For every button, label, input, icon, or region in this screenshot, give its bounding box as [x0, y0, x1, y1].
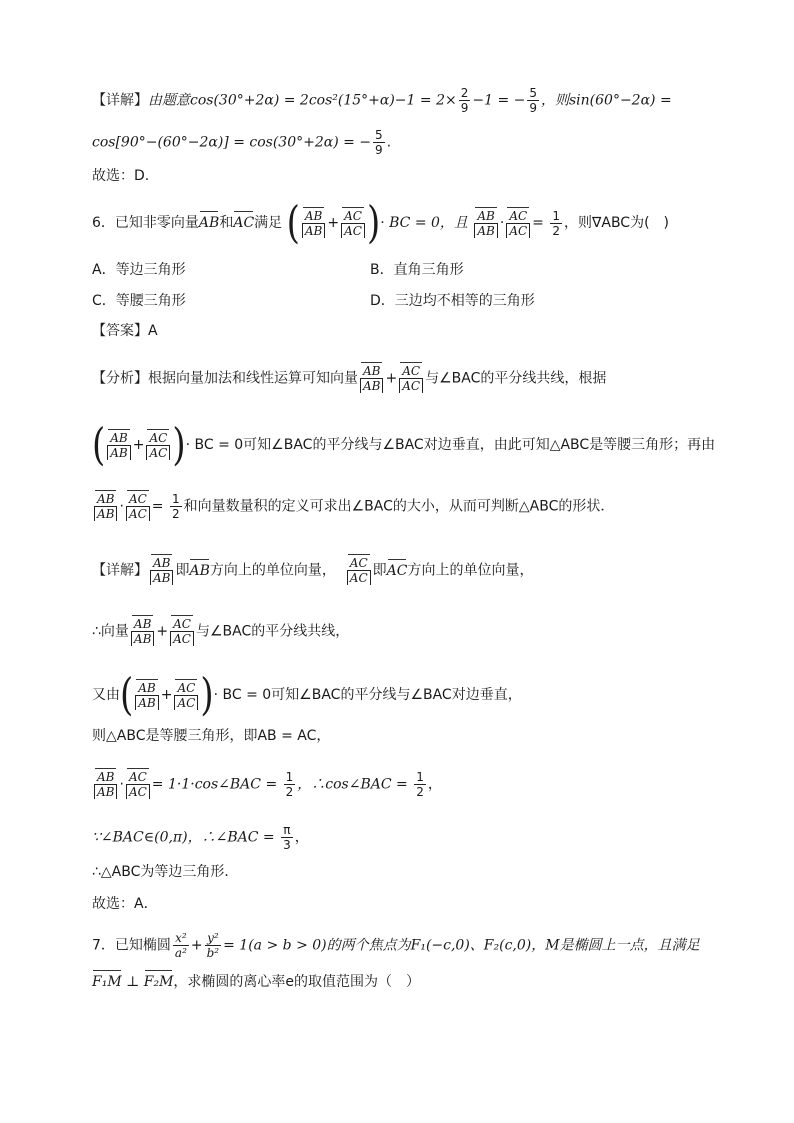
solution-line-1: 【详解】由题意cos(30°+2α) = 2cos²(15°+α)−1 = 2× $\frac{2}{9}$ −1 = − $\frac{5}{9}$ ，则sin(60°−2α) =	[92, 86, 672, 115]
option-b: B．直角三角形	[370, 262, 464, 278]
detail-line-8: 故选：A．	[92, 896, 158, 912]
question-6: 6．已知非零向量AB和AC满足 ( $\frac{AB}{AB}$ + $\frac{AC}{AC}$ )· BC = 0，且 $\frac{AB}{AB}$ · $\frac{AC}{AC}$ = $\frac{1}{2}$ ，则∇ABC为( )	[92, 197, 669, 249]
fraction: $\frac{5}{9}$	[529, 86, 537, 115]
fraction: $\frac{5}{9}$	[375, 128, 383, 157]
detail-line-1: 【详解】 $\frac{AB}{AB}$ 即AB方向上的单位向量， $\frac{AC}{AC}$ 即AC方向上的单位向量，	[92, 556, 534, 585]
analysis-line-2: ( $\frac{AB}{AB}$ + $\frac{AC}{AC}$ )· BC = 0可知∠BAC的平分线与∠BAC对边垂直，由此可知△ABC是等腰三角形；再由	[92, 419, 716, 471]
option-c: C．等腰三角形	[92, 293, 186, 309]
fraction: $\frac{2}{9}$	[460, 86, 469, 115]
detail-line-7: ∴△ABC为等边三角形．	[92, 864, 239, 880]
detail-line-3: 又由( $\frac{AB}{AB}$ + $\frac{AC}{AC}$ )· BC = 0可知∠BAC的平分线与∠BAC对边垂直，	[92, 669, 522, 721]
question-7: 7．已知椭圆 $\frac{\text{x²}}{\text{a²}}$ + $\frac{\text{y²}}{\text{b²}}$ = 1(a > b > 0)的两个焦点为F₁(−c,0)、F₂(c,0)，M是椭圆上一点，且满足	[92, 931, 700, 960]
detail-line-2: ∴向量 $\frac{AB}{AB}$ + $\frac{AC}{AC}$ 与∠BAC的平分线共线，	[92, 617, 350, 646]
detail-line-5: $\frac{AB}{AB}$ · $\frac{AC}{AC}$ = 1·1·cos∠BAC = $\frac{1}{2}$ ，∴cos∠BAC = $\frac{1}{2}$ ，	[92, 770, 442, 799]
choice-line: 故选：D.	[92, 168, 150, 184]
option-d: D．三边均不相等的三角形	[370, 293, 535, 309]
detail-line-4: 则△ABC是等腰三角形，即AB = AC，	[92, 728, 331, 744]
solution-line-2: cos[90°−(60°−2α)] = cos(30°+2α) = − $\frac{5}{9}$ .	[92, 128, 392, 157]
analysis-line-1: 【分析】根据向量加法和线性运算可知向量 $\frac{AB}{AB}$ + $\frac{AC}{AC}$ 与∠BAC的平分线共线，根据	[92, 364, 607, 393]
analysis-line-3: $\frac{AB}{AB}$ · $\frac{AC}{AC}$ = $\frac{1}{2}$ 和向量数量积的定义可求出∠BAC的大小，从而可判断△ABC的形状．	[92, 492, 614, 521]
question-7-cont: F₁M ⊥ F₂M，求椭圆的离心率e的取值范围为（ ）	[92, 974, 421, 990]
answer-line: 【答案】A	[92, 323, 158, 339]
detail-line-6: ∵∠BAC∈(0,π)，∴∠BAC = $\frac{\pi}{3}$ ，	[92, 823, 309, 852]
option-a: A．等边三角形	[92, 262, 186, 278]
detail-tag: 【详解】	[92, 92, 148, 109]
